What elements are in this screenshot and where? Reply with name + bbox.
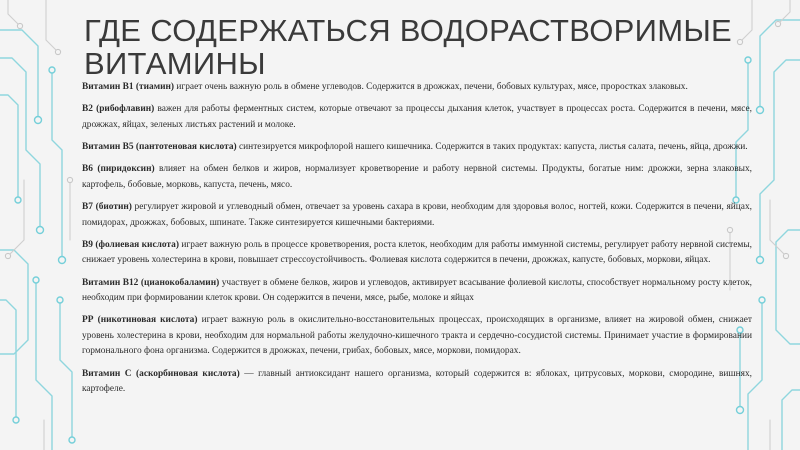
term-b5: Витамин В5 (пантотеновая кислота): [82, 141, 237, 152]
left-circuit-traces: [0, 30, 72, 450]
text-pp: играет важную роль в окислительно-восстановительных процессах, происходящих в организме, влияет на жировой обмен, снижает уровень холестерина в крови, необходим для нормальной работы желудочно-кишечного тракта и сердечно-сосудистой системы. Принимает участие в формировании гормонального фона организма. Содержится в дрожжах, печени, грибах, бобовых, мясе, моркови, помидорах.: [82, 315, 752, 357]
term-b12: Витамин В12 (цианокобаламин): [82, 277, 220, 288]
paragraph-b7: [82, 200, 752, 231]
paragraph-c: [82, 367, 752, 398]
vitamin-list: [82, 80, 752, 404]
paragraph-b12: [82, 276, 752, 307]
text-b9: играет важную роль в процессе кроветворения, роста клеток, необходим для работы иммунной системы, регулирует работу нервной системы, снижает уровень холестерина в крови, повышает стрессоустойчивость. Фолиевая кислота содержится в печени, дрожжах, капусте, бобовых, моркови, яйцах.: [82, 239, 753, 266]
text-b1: играет очень важную роль в обмене углеводов. Содержится в дрожжах, печени, бобовых культурах, мясе, проростках злаковых.: [174, 82, 688, 92]
term-pp: РР (никотиновая кислота): [82, 315, 198, 326]
paragraph-b1: [82, 80, 752, 96]
term-c: Витамин С (аскорбиновая кислота): [82, 368, 240, 379]
paragraph-b2: [82, 102, 752, 133]
text-b12: участвует в обмене белков, жиров и углеводов, активирует всасывание фолиевой кислоты, способствует нормальному росту клеток, необходим при формировании клеток крови. Он содержится в печени, мясе, рыбе, молоке и яйцах: [82, 277, 752, 304]
text-c: — главный антиоксидант нашего организма, который содержится в: яблоках, цитрусовых, моркови, смородине, вишнях, картофеле.: [82, 368, 752, 395]
term-b6: В6 (пиридоксин): [82, 164, 155, 175]
text-b5: синтезируется микрофлорой нашего кишечника. Содержится в таких продуктах: капуста, листья салата, печень, яйца, дрожжи.: [236, 141, 748, 152]
text-b7: регулирует жировой и углеводный обмен, отвечает за уровень сахара в крови, необходим для здоровья волос, ногтей, кожи. Содержится в печени, яйцах, помидорах, дрожжах, бобовых, шпинате. Также синтезируется кишечными бактериями.: [82, 201, 752, 228]
slide-title: ГДЕ СОДЕРЖАТЬСЯ ВОДОРАСТВОРИМЫЕ ВИТАМИНЫ: [84, 13, 733, 81]
term-b9: В9 (фолиевая кислота): [82, 239, 179, 250]
text-b6: влияет на обмен белков и жиров, нормализует кроветворение и работу нервной системы. Продукты, богатые ним: дрожжи, зерна злаковых, картофель, бобовые, морковь, капуста, печень, мясо.: [82, 164, 752, 190]
term-b2: В2 (рибофлавин): [82, 104, 155, 115]
text-b2: важен для работы ферментных систем, которые отвечают за процессы дыхания клеток, участвует в процессах роста. Содержится в печени, мясе, дрожжах, яйцах, зеленых листьях растений и молоке.: [82, 104, 752, 130]
term-b1: Витамин В1 (тиамин): [82, 82, 175, 92]
paragraph-b6: [82, 162, 752, 193]
term-b7: В7 (биотин): [82, 201, 132, 212]
paragraph-b9: [82, 238, 752, 269]
paragraph-b5: [82, 140, 752, 156]
paragraph-pp: [82, 313, 752, 360]
